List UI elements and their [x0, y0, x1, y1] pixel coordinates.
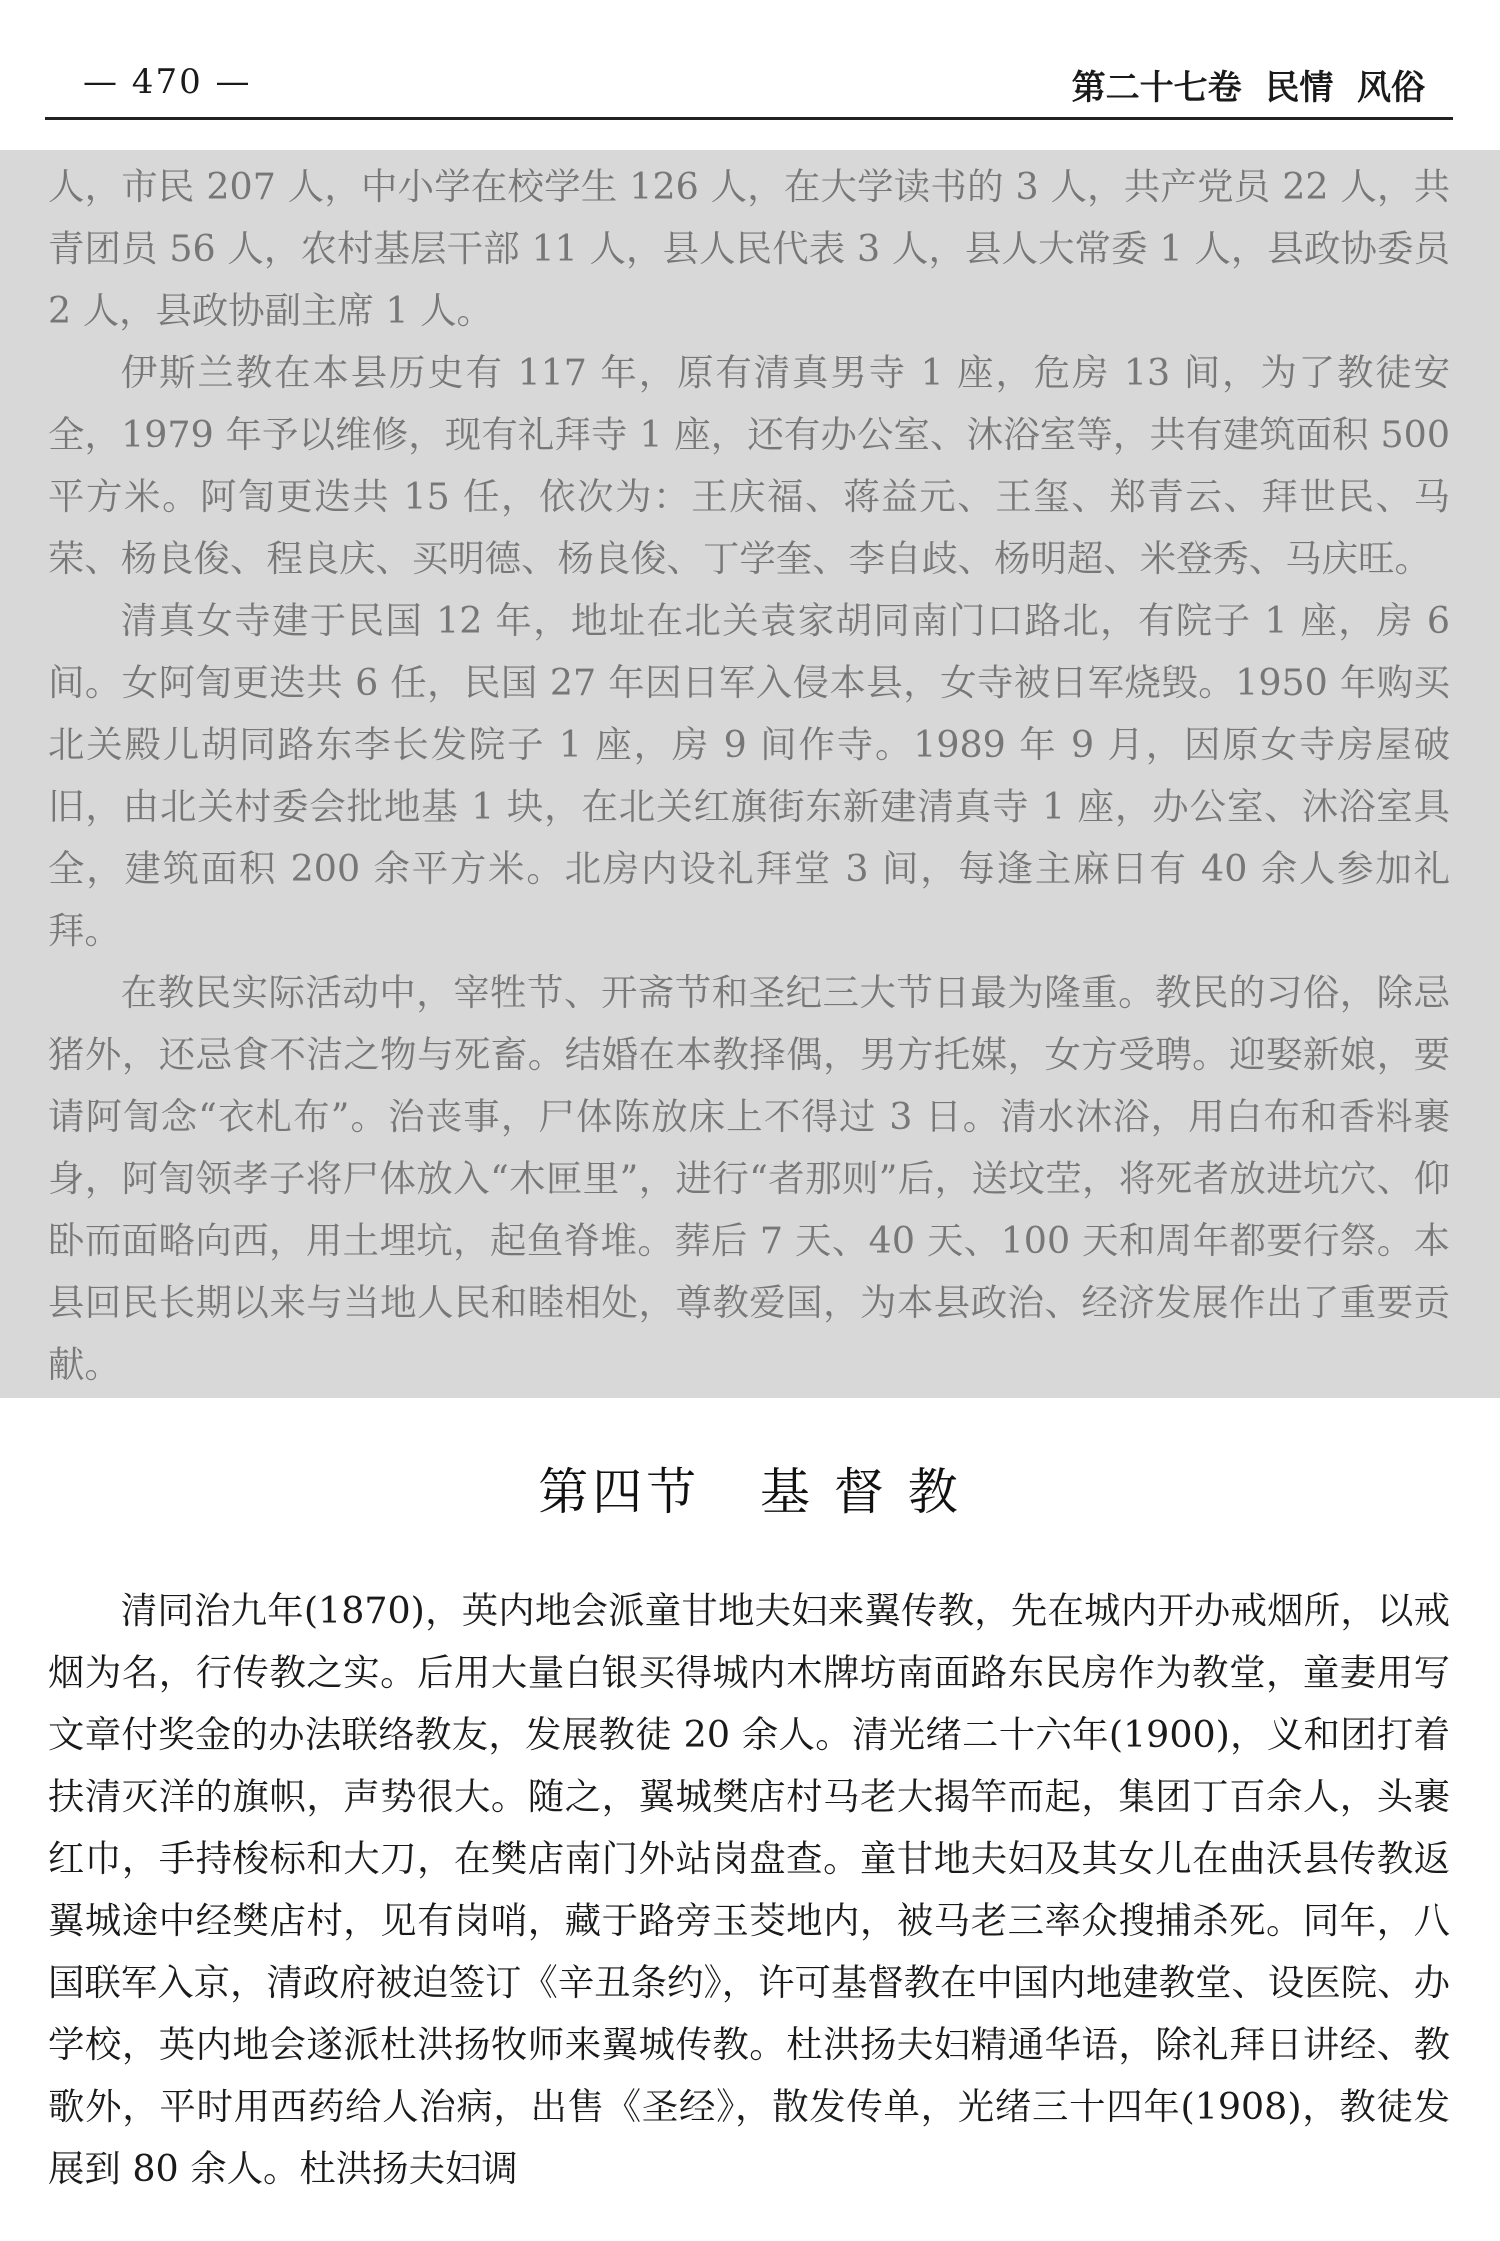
- paragraph: 清同治九年(1870)，英内地会派童甘地夫妇来翼传教，先在城内开办戒烟所，以戒烟为名，行传教之实。后用大量白银买得城内木牌坊南面路东民房作为教堂，童妻用写文章付奖金的办法联络教友，发展教徒 20 余人。清光绪二十六年(1900)，义和团打着扶清灭洋的旗帜，声势很大。随之，翼城樊店村马老大揭竿而起，集团丁百余人，头裹红巾，手持梭标和大刀，在樊店南门外站岗盘查。童甘地夫妇及其女儿在曲沃县传教返翼城途中经樊店村，见有岗哨，藏于路旁玉茭地内，被马老三率众搜捕杀死。同年，八国联军入京，清政府被迫签订《辛丑条约》，许可基督教在中国内地建教堂、设医院、办学校，英内地会遂派杜洪扬牧师来翼城传教。杜洪扬夫妇精通华语，除礼拜日讲经、教歌外，平时用西药给人治病，出售《圣经》，散发传单，光绪三十四年(1908)，教徒发展到 80 余人。杜洪扬夫妇调: [48, 1589, 1450, 2190]
- section-title: 第四节 基 督 教: [538, 1463, 962, 1521]
- paragraph: 人，市民 207 人，中小学在校学生 126 人，在大学读书的 3 人，共产党员 22 人，共青团员 56 人，农村基层干部 11 人，县人民代表 3 人，县人大常委 1 人，县政协委员 2 人，县政协副主席 1 人。: [48, 165, 1450, 332]
- paragraph: 伊斯兰教在本县历史有 117 年，原有清真男寺 1 座，危房 13 间，为了教徒安全，1979 年予以维修，现有礼拜寺 1 座，还有办公室、沐浴室等，共有建筑面积 500 平方米。阿訇更迭共 15 任，依次为：王庆福、蒋益元、王玺、郑青云、拜世民、马荣、杨良俊、程良庆、买明德、杨良俊、丁学奎、李自歧、杨明超、米登秀、马庆旺。: [48, 351, 1450, 580]
- header-rule: [45, 117, 1453, 120]
- body-text-block: [48, 1580, 1450, 2200]
- page-number: — 470 —: [83, 62, 252, 102]
- page-header: [45, 52, 1453, 112]
- paragraph: 清真女寺建于民国 12 年，地址在北关袁家胡同南门口路北，有院子 1 座，房 6 间。女阿訇更迭共 6 任，民国 27 年因日军入侵本县，女寺被日军烧毁。1950 年购买北关殿儿胡同路东李长发院子 1 座，房 9 间作寺。1989 年 9 月，因原女寺房屋破旧，由北关村委会批地基 1 块，在北关红旗街东新建清真寺 1 座，办公室、沐浴室具全，建筑面积 200 余平方米。北房内设礼拜堂 3 间，每逢主麻日有 40 余人参加礼拜。: [48, 599, 1450, 952]
- running-title: 第二十七卷 民情 风俗: [1071, 68, 1425, 108]
- shaded-text-block: [48, 156, 1450, 1396]
- paragraph: 在教民实际活动中，宰牲节、开斋节和圣纪三大节日最为隆重。教民的习俗，除忌猪外，还忌食不洁之物与死畜。结婚在本教择偶，男方托媒，女方受聘。迎娶新娘，要请阿訇念“衣札布”。治丧事，尸体陈放床上不得过 3 日。清水沐浴，用白布和香料裹身，阿訇领孝子将尸体放入“木匣里”，进行“者那则”后，送坟茔，将死者放进坑穴、仰卧而面略向西，用土埋坑，起鱼脊堆。葬后 7 天、40 天、100 天和周年都要行祭。本县回民长期以来与当地人民和睦相处，尊教爱国，为本县政治、经济发展作出了重要贡献。: [48, 971, 1450, 1386]
